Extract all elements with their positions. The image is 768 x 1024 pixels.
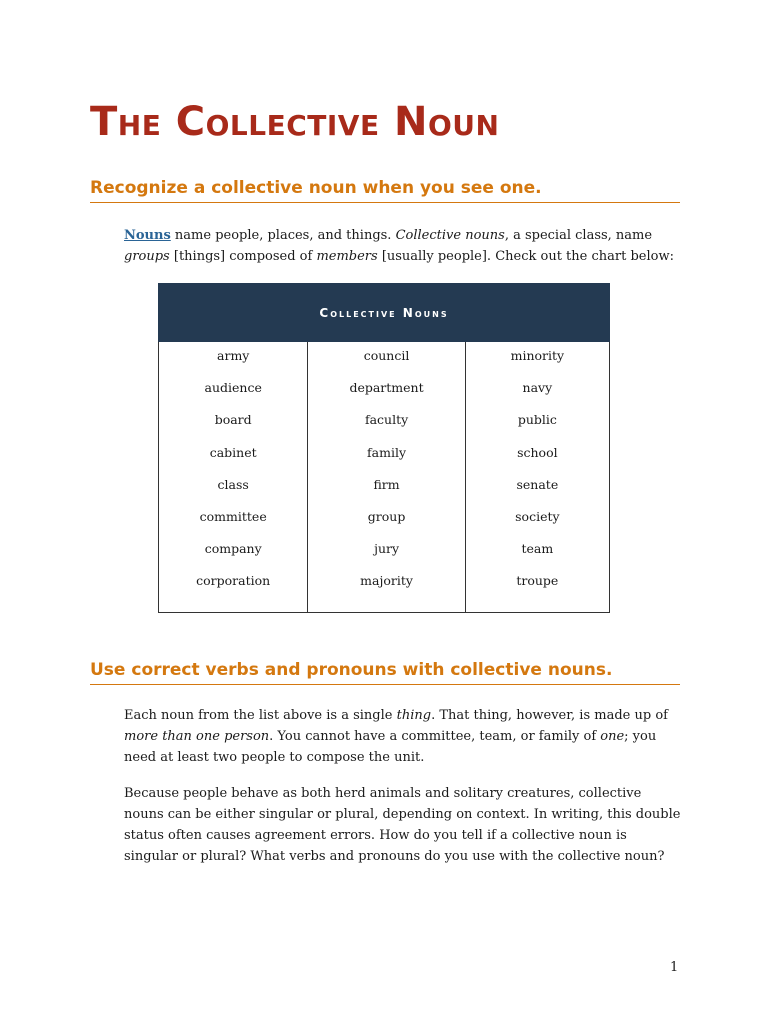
context-paragraph: Because people behave as both herd animals and solitary creatures, collective nouns can be either singular or plural, depending on context. In writing, this double status often causes agreement errors. How do you tell if a collective noun is singular or plural? What verbs and pronouns do you use with the collective noun? <box>124 786 681 864</box>
table-cell: company <box>204 541 262 557</box>
expl-text-3: . You cannot have a committee, team, or family of <box>269 729 601 744</box>
explanation-paragraph <box>124 705 684 768</box>
table-cell: family <box>367 444 407 460</box>
table-cell: senate <box>516 476 559 492</box>
page-number: 1 <box>670 960 679 975</box>
expl-text-1: Each noun from the list above is a single <box>124 708 397 723</box>
table-cell: school <box>517 444 558 460</box>
table-cell: army <box>217 348 250 363</box>
collective-nouns-table <box>158 283 610 613</box>
table-cell: board <box>214 412 252 428</box>
intro-text-2: , a special class, name <box>504 228 653 243</box>
intro-text-1: name people, places, and things. <box>170 228 396 243</box>
table-cell: cabinet <box>209 444 257 460</box>
table-column-1 <box>159 342 308 613</box>
table-cell: team <box>521 541 554 557</box>
table-cell: navy <box>522 380 553 396</box>
table-cell: faculty <box>364 412 409 428</box>
table-column-2 <box>308 342 465 613</box>
table-cell: troupe <box>516 573 559 589</box>
table-cell: council <box>363 348 410 363</box>
table-cell: committee <box>199 508 267 524</box>
table-cell: public <box>517 412 557 428</box>
table-cell: class <box>217 476 249 492</box>
table-header: Collective Nouns <box>159 284 610 342</box>
nouns-link[interactable]: Nouns <box>124 228 171 243</box>
expl-text-2: . That thing, however, is made up of <box>431 708 668 723</box>
table-cell: jury <box>374 541 400 557</box>
intro-text-4: [usually people]. Check out the chart below: <box>377 249 674 264</box>
expl-text-4: ; you need at least two people to compose the unit. <box>124 729 657 765</box>
intro-italic-1: Collective nouns <box>395 228 505 243</box>
table-cell: majority <box>360 573 413 589</box>
expl-italic-1: thing <box>396 708 432 723</box>
table-cell: firm <box>373 476 400 492</box>
section-heading-verbs: Use correct verbs and pronouns with collective nouns. <box>90 659 680 685</box>
page-title: The Collective Noun <box>90 99 500 145</box>
expl-italic-2: more than one person <box>124 729 270 744</box>
table-cell: minority <box>510 348 565 363</box>
expl-italic-3: one <box>600 729 625 744</box>
intro-italic-3: members <box>316 249 378 264</box>
intro-text-3: [things] composed of <box>169 249 317 264</box>
table-column-3 <box>465 342 609 613</box>
table-cell: corporation <box>196 573 271 589</box>
intro-italic-2: groups <box>124 249 170 264</box>
section-heading-recognize: Recognize a collective noun when you see one. <box>90 177 680 203</box>
table-cell: society <box>515 508 560 524</box>
intro-paragraph <box>124 225 684 267</box>
table-cell: department <box>349 380 424 396</box>
table-cell: audience <box>204 380 262 396</box>
table-cell: group <box>367 508 406 524</box>
